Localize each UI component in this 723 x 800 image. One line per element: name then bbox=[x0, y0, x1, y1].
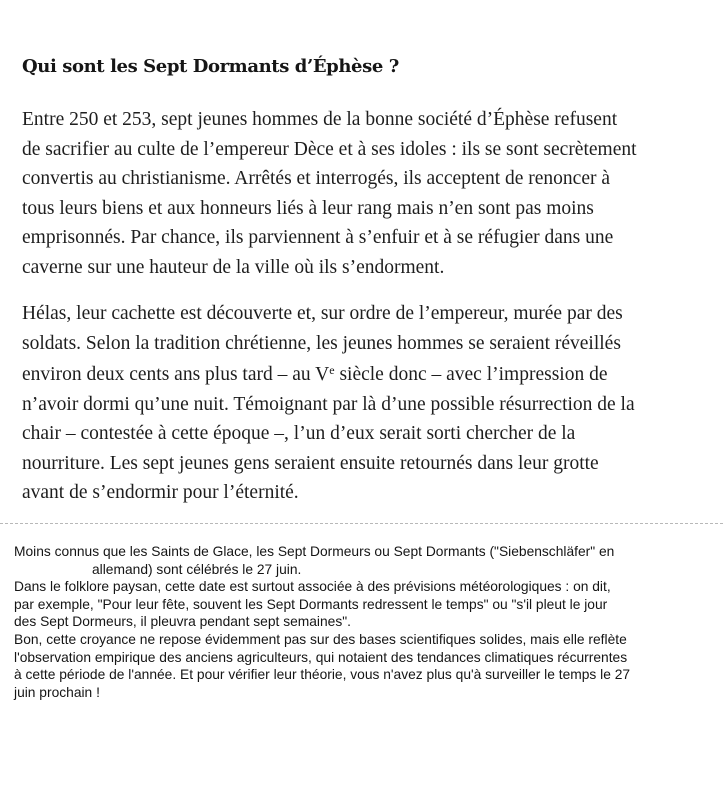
paragraph-line: nourriture. Les sept jeunes gens seraient ensuite retournés dans leur grotte bbox=[22, 452, 599, 474]
paragraph-line: n’avoir dormi qu’une nuit. Témoignant par là d’une possible résurrection de la bbox=[22, 393, 635, 415]
paragraph-line: caverne sur une hauteur de la ville où ils s’endorment. bbox=[22, 256, 445, 278]
note-line: juin prochain ! bbox=[14, 684, 100, 700]
note-text bbox=[14, 543, 630, 701]
paragraph-line: Entre 250 et 253, sept jeunes hommes de la bonne société d’Éphèse refusent bbox=[22, 109, 618, 130]
note-line: à cette période de l'année. Et pour vérifier leur théorie, vous n'avez plus qu'à surveiller le temps le 27 bbox=[14, 667, 631, 683]
paragraph-line-with-superscript bbox=[22, 360, 712, 390]
article-paragraph-2 bbox=[22, 299, 712, 508]
century-superscript: e bbox=[329, 363, 335, 377]
paragraph-line: Hélas, leur cachette est découverte et, sur ordre de l’empereur, murée par des bbox=[22, 303, 623, 324]
paragraph-line: convertis au christianisme. Arrêtés et interrogés, ils acceptent de renoncer à bbox=[22, 168, 611, 189]
folklore-note bbox=[0, 530, 723, 800]
paragraph-line: emprisonnés. Par chance, ils parviennent à s’enfuir et à se réfugier dans une bbox=[22, 227, 614, 248]
paragraph-line: avant de s’endormir pour l’éternité. bbox=[22, 482, 299, 503]
line-text-after: siècle donc – avec l’impression de bbox=[334, 364, 608, 385]
paragraph-line: tous leurs biens et aux honneurs liés à leur rang mais n’en sont pas moins bbox=[22, 197, 594, 219]
note-line: Bon, cette croyance ne repose évidemment pas sur des bases scientifiques solides, mais elle reflète bbox=[14, 631, 627, 647]
note-line: Dans le folklore paysan, cette date est surtout associée à des prévisions météorologiques : on dit, bbox=[14, 579, 611, 595]
section-divider bbox=[0, 523, 723, 524]
line-text-before: environ deux cents ans plus tard – au V bbox=[22, 364, 330, 385]
article-title: Qui sont les Sept Dormants d’Éphèse ? bbox=[22, 56, 399, 77]
note-line: l'observation empirique des anciens agriculteurs, qui notaient des tendances climatiques récurrentes bbox=[14, 649, 628, 665]
article-paragraph-1 bbox=[22, 105, 712, 282]
note-line: des Sept Dormeurs, il pleuvra pendant sept semaines". bbox=[14, 614, 351, 630]
paragraph-line: chair – contestée à cette époque –, l’un d’eux serait sorti chercher de la bbox=[22, 423, 576, 444]
paragraph-line: soldats. Selon la tradition chrétienne, les jeunes hommes se seraient réveillés bbox=[22, 332, 621, 354]
note-line: allemand) sont célébrés le 27 juin. bbox=[92, 561, 302, 577]
paragraph-line: de sacrifier au culte de l’empereur Dèce et à ses idoles : ils se sont secrètement bbox=[22, 138, 637, 160]
note-line: par exemple, "Pour leur fête, souvent les Sept Dormants redressent le temps" ou "s'il pleut le jour bbox=[14, 596, 608, 612]
note-line: Moins connus que les Saints de Glace, les Sept Dormeurs ou Sept Dormants ("Siebenschläfer" en bbox=[14, 544, 615, 559]
